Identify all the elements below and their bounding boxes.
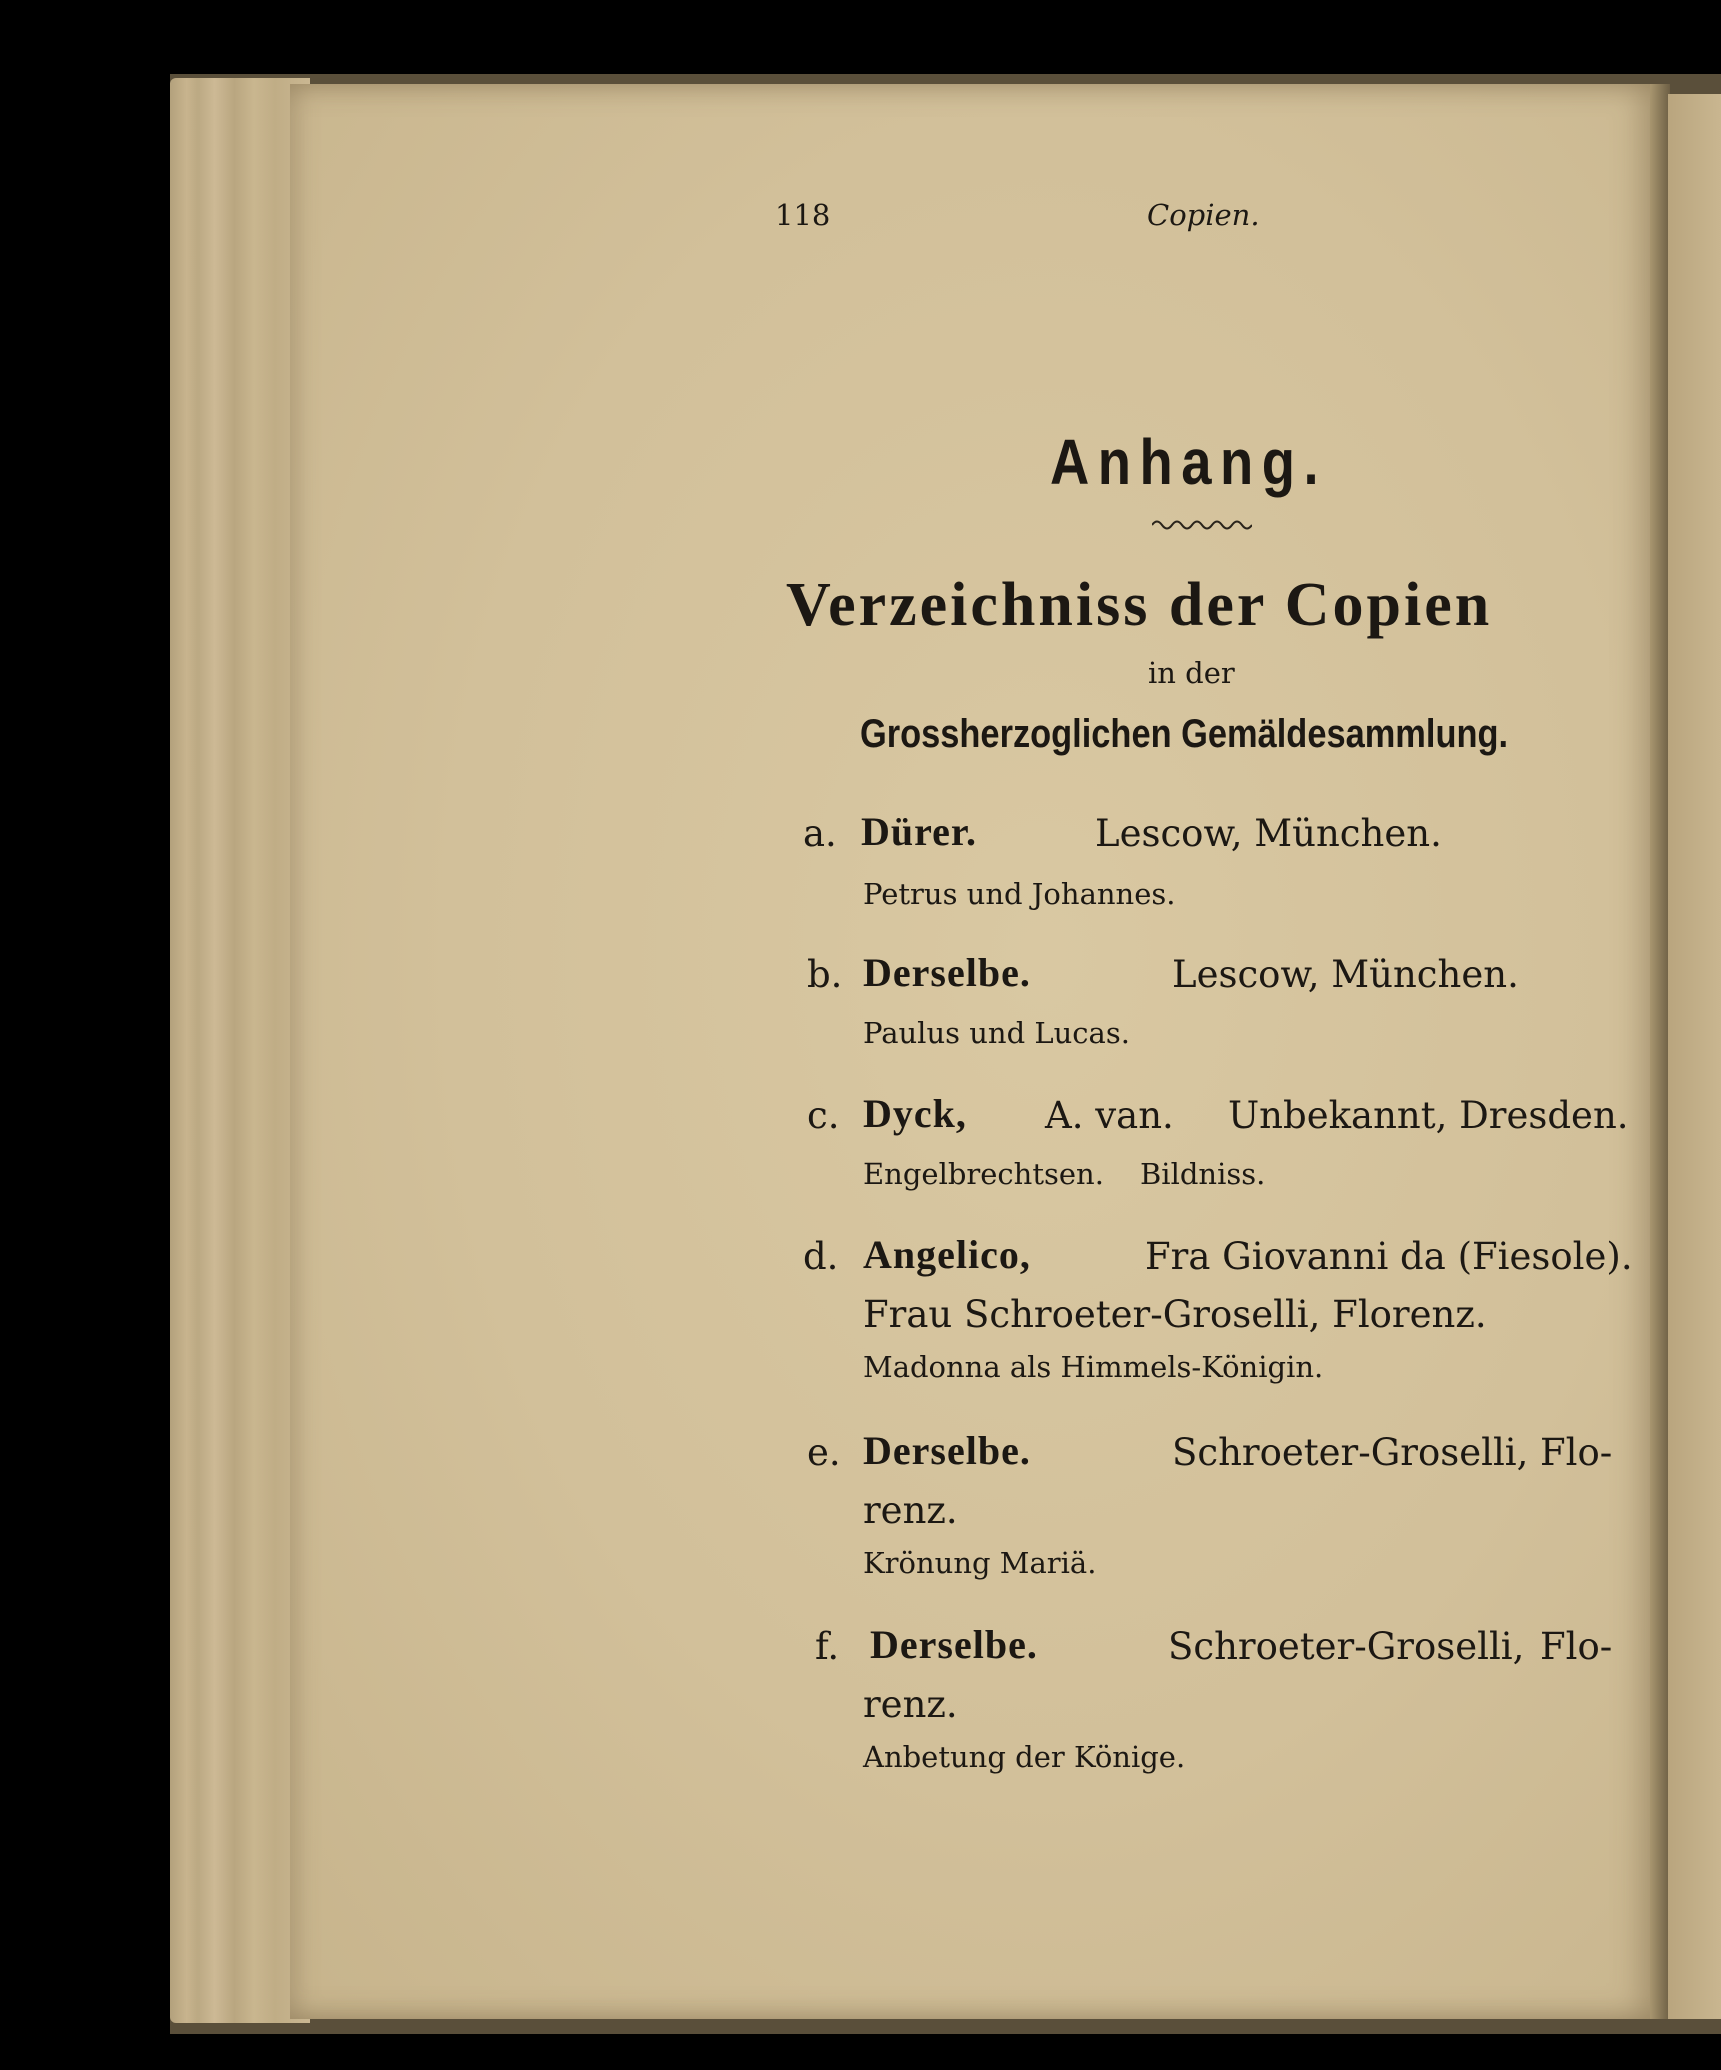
heading-connector: in der xyxy=(1148,656,1235,690)
entry-a-artist: Dürer. xyxy=(861,809,977,854)
entry-f-label: f. xyxy=(815,1625,840,1668)
entry-e-copyist-3: renz. xyxy=(863,1489,958,1532)
entry-e-copyist: Schroeter-Groselli, xyxy=(1172,1431,1529,1474)
page-edges xyxy=(170,78,310,2023)
entry-c-artist: Dyck, xyxy=(863,1091,967,1136)
entry-c-subject: Engelbrechtsen. xyxy=(863,1157,1104,1191)
entry-d-copyist: Frau Schroeter-Groselli, Florenz. xyxy=(863,1293,1487,1336)
entry-f-subject: Anbetung der Könige. xyxy=(863,1740,1186,1774)
entry-f-copyist-3: renz. xyxy=(863,1683,958,1726)
entry-f-artist: Derselbe. xyxy=(870,1622,1038,1667)
entry-c-artist-rest: A. van. xyxy=(1045,1094,1174,1137)
entry-d-artist-rest: Fra Giovanni da (Fiesole). xyxy=(1145,1235,1633,1278)
entry-a-subject: Petrus und Johannes. xyxy=(863,877,1176,911)
entry-e-subject: Krönung Mariä. xyxy=(863,1546,1097,1580)
wave-ornament xyxy=(1152,518,1252,532)
section-title: Anhang. xyxy=(1050,426,1328,498)
entry-c-copyist: Unbekannt, Dresden. xyxy=(1228,1094,1629,1137)
entry-a-copyist: Lescow, München. xyxy=(1095,812,1442,855)
running-head: Copien. xyxy=(1147,198,1260,232)
entry-c-subject-2: Bildniss. xyxy=(1140,1157,1266,1191)
collection-name: Grossherzoglichen Gemäldesammlung. xyxy=(860,712,1509,756)
entry-b-subject: Paulus und Lucas. xyxy=(863,1016,1130,1050)
entry-a-label: a. xyxy=(803,812,837,855)
entry-f-copyist-2: Flo- xyxy=(1540,1625,1613,1668)
page-number: 118 xyxy=(775,198,831,232)
facing-page-edge xyxy=(1668,94,1721,2019)
entry-c-label: c. xyxy=(807,1094,840,1137)
entry-b-copyist: Lescow, München. xyxy=(1172,953,1519,996)
entry-d-artist: Angelico, xyxy=(863,1232,1031,1277)
entry-d-label: d. xyxy=(803,1235,839,1278)
book-page xyxy=(290,84,1660,2019)
entry-e-copyist-2: Flo- xyxy=(1540,1431,1613,1474)
entry-b-label: b. xyxy=(807,953,843,996)
list-heading: Verzeichniss der Copien xyxy=(786,571,1493,639)
entry-e-label: e. xyxy=(807,1431,841,1474)
entry-e-artist: Derselbe. xyxy=(863,1428,1031,1473)
entry-b-artist: Derselbe. xyxy=(863,950,1031,995)
gutter xyxy=(1650,84,1670,2019)
entry-f-copyist: Schroeter-Groselli, xyxy=(1168,1625,1525,1668)
entry-d-subject: Madonna als Himmels-Königin. xyxy=(863,1350,1324,1384)
